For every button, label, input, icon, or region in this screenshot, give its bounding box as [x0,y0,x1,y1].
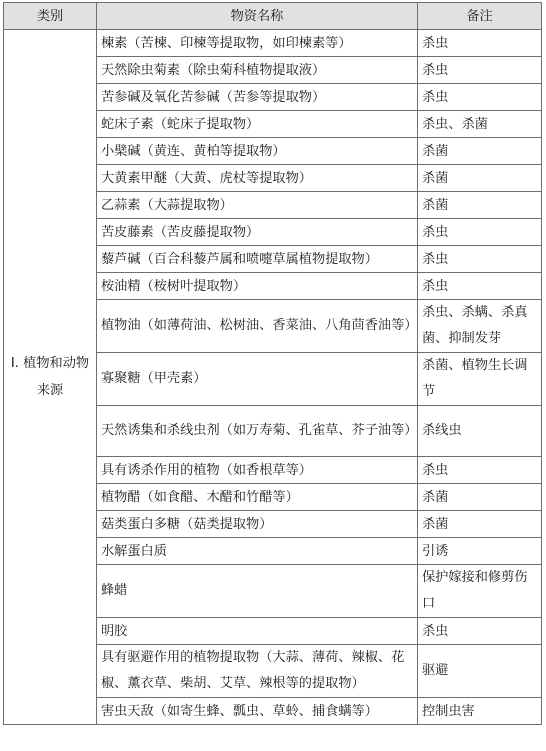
table-row [4,30,542,57]
material-name: 蛇床子素（蛇床子提取物） [97,111,418,138]
material-note: 杀菌 [418,138,542,165]
material-note: 杀虫 [418,84,542,111]
material-name: 天然诱集和杀线虫剂（如万寿菊、孔雀草、芥子油等） [97,406,418,457]
material-name: 苦参碱及氧化苦参碱（苦参等提取物） [97,84,418,111]
material-note: 杀虫 [418,273,542,300]
material-name: 具有驱避作用的植物提取物（大蒜、薄荷、辣椒、花椒、薰衣草、柴胡、艾草、辣根等的提取物） [97,645,418,698]
material-name: 藜芦碱（百合科藜芦属和喷嚏草属植物提取物） [97,246,418,273]
material-note: 杀虫 [418,457,542,484]
material-note: 杀线虫 [418,406,542,457]
material-note: 杀虫、杀螨、杀真菌、抑制发芽 [418,300,542,353]
category-cell: I. 植物和动物来源 [4,30,97,725]
material-name: 桉油精（桉树叶提取物） [97,273,418,300]
material-name: 菇类蛋白多糖（菇类提取物） [97,511,418,538]
header-row [4,3,542,30]
material-note: 杀虫 [418,30,542,57]
material-note: 控制虫害 [418,698,542,725]
material-note: 引诱 [418,538,542,565]
header-material-name: 物资名称 [97,3,418,30]
material-note: 杀菌 [418,484,542,511]
materials-table [3,2,542,725]
material-name: 明胶 [97,618,418,645]
material-name: 蜂蜡 [97,565,418,618]
material-name: 水解蛋白质 [97,538,418,565]
material-note: 杀虫、杀菌 [418,111,542,138]
material-note: 杀虫 [418,618,542,645]
material-note: 杀菌、植物生长调节 [418,353,542,406]
material-note: 驱避 [418,645,542,698]
material-name: 楝素（苦楝、印楝等提取物，如印楝素等） [97,30,418,57]
material-name: 害虫天敌（如寄生蜂、瓢虫、草蛉、捕食螨等） [97,698,418,725]
header-category: 类别 [4,3,97,30]
material-name: 植物油（如薄荷油、松树油、香菜油、八角茴香油等） [97,300,418,353]
header-note: 备注 [418,3,542,30]
material-name: 小檗碱（黄连、黄柏等提取物） [97,138,418,165]
material-note: 杀虫 [418,219,542,246]
material-note: 杀菌 [418,192,542,219]
material-name: 苦皮藤素（苦皮藤提取物） [97,219,418,246]
material-name: 寡聚糖（甲壳素） [97,353,418,406]
material-note: 杀菌 [418,165,542,192]
material-name: 乙蒜素（大蒜提取物） [97,192,418,219]
material-note: 杀虫 [418,246,542,273]
material-name: 天然除虫菊素（除虫菊科植物提取液） [97,57,418,84]
material-note: 杀菌 [418,511,542,538]
material-name: 植物醋（如食醋、木醋和竹醋等） [97,484,418,511]
material-name: 大黄素甲醚（大黄、虎杖等提取物） [97,165,418,192]
material-name: 具有诱杀作用的植物（如香根草等） [97,457,418,484]
material-note: 杀虫 [418,57,542,84]
material-note: 保护嫁接和修剪伤口 [418,565,542,618]
